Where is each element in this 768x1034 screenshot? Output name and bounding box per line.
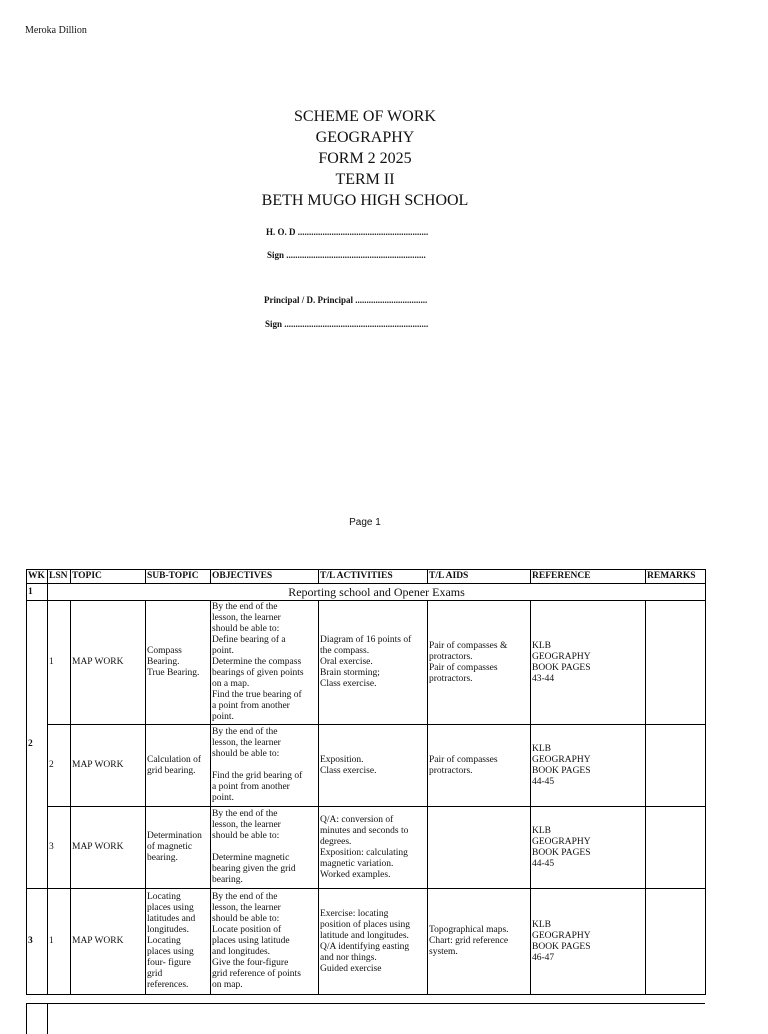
cell-line: references. (147, 980, 189, 990)
topic-cell: MAP WORK (71, 601, 146, 725)
reference-cell (531, 889, 646, 995)
cell-line: longitudes. (147, 925, 189, 935)
lesson-number: 1 (48, 889, 71, 995)
cell-line: GEOGRAPHY (532, 651, 591, 662)
col-wk: WK (27, 570, 48, 584)
lesson-number: 2 (48, 725, 71, 807)
aids-cell (428, 807, 531, 889)
topic-cell: MAP WORK (71, 889, 146, 995)
cell-line: 43-44 (532, 673, 555, 684)
activities-cell (319, 601, 428, 725)
cell-line: KLB (532, 919, 551, 930)
cell-line: protractors. (429, 673, 473, 684)
cell-line: Class exercise. (320, 679, 377, 689)
title-line: GEOGRAPHY (315, 129, 415, 146)
cell-line: Guided exercise (320, 963, 382, 974)
col-lsn: LSN (48, 570, 71, 584)
cell-line: Bearing. (147, 657, 180, 667)
cell-line: KLB (532, 825, 551, 836)
principal-sign-line: Sign ................................................................ (265, 319, 429, 329)
cell-line: of magnetic (147, 842, 193, 852)
cell-line: BOOK PAGES (532, 662, 591, 673)
col-remarks: REMARKS (646, 570, 706, 584)
table-row (27, 725, 706, 807)
table-row (27, 807, 706, 889)
page-number: Page 1 (349, 517, 381, 528)
objectives-cell (211, 807, 319, 889)
cell-line: should be able to: (212, 749, 280, 759)
title-line: BETH MUGO HIGH SCHOOL (261, 192, 469, 209)
cell-line: on a map. (212, 679, 250, 689)
activities-cell (319, 889, 428, 995)
cell-line: grid bearing. (147, 765, 196, 776)
cell-line: grid reference of points (212, 969, 301, 979)
table-row-week-1 (27, 584, 706, 601)
document-title (0, 106, 730, 211)
cell-line: places using latitude (212, 936, 290, 946)
objectives-cell (211, 725, 319, 807)
cell-line: Q/A identifying easting (320, 941, 410, 952)
cell-line: Determination (147, 831, 202, 841)
table-header-row (27, 570, 706, 584)
col-topic: TOPIC (71, 570, 146, 584)
reference-cell (531, 601, 646, 725)
topic-cell: MAP WORK (71, 807, 146, 889)
cell-line: should be able to: (212, 624, 280, 634)
cell-line: GEOGRAPHY (532, 836, 591, 847)
cell-line: magnetic variation. (320, 858, 394, 869)
table-border (47, 1004, 48, 1034)
remarks-cell (646, 807, 706, 889)
remarks-cell (646, 725, 706, 807)
col-activities: T/L ACTIVITIES (319, 570, 428, 584)
cell-line: By the end of the (212, 892, 278, 902)
cell-line: 44-45 (532, 858, 555, 869)
cell-line: and longitudes. (212, 947, 271, 957)
cell-line: By the end of the (212, 727, 278, 737)
table-continuation (26, 1003, 705, 1034)
reference-cell (531, 807, 646, 889)
cell-line: latitudes and (147, 914, 196, 924)
aids-cell (428, 601, 531, 725)
objectives-cell (211, 889, 319, 995)
cell-line: Diagram of 16 points of (320, 635, 412, 645)
cell-line: KLB (532, 640, 551, 651)
lesson-number: 1 (48, 601, 71, 725)
cell-line: GEOGRAPHY (532, 930, 591, 941)
cell-line: point. (212, 793, 234, 803)
cell-line: True Bearing. (147, 668, 200, 678)
principal-line: Principal / D. Principal ................................ (264, 295, 428, 305)
aids-cell (428, 889, 531, 995)
cell-line: bearing given the grid (212, 864, 296, 874)
cell-line: Exposition: calculating (320, 847, 408, 858)
title-line: TERM II (335, 171, 395, 188)
week-number: 2 (27, 601, 48, 889)
cell-line: a point from another (212, 701, 290, 711)
title-line: SCHEME OF WORK (294, 108, 436, 125)
cell-line: lesson, the learner (212, 738, 281, 748)
table-row (27, 601, 706, 725)
cell-line: point. (212, 712, 234, 722)
author-name: Meroka Dillion (25, 25, 87, 36)
cell-line: Locate position of (212, 925, 282, 935)
cell-line: Give the four-figure (212, 958, 289, 968)
cell-line: grid (147, 969, 163, 979)
subtopic-cell (146, 889, 211, 995)
cell-line: Exposition. (320, 754, 364, 765)
cell-line: Pair of compasses (429, 662, 498, 673)
cell-line: Locating (147, 936, 181, 946)
reference-cell (531, 725, 646, 807)
cell-line: GEOGRAPHY (532, 754, 591, 765)
subtopic-cell (146, 601, 211, 725)
cell-line: Determine the compass (212, 657, 302, 667)
cell-line: minutes and seconds to (320, 825, 409, 836)
col-objectives: OBJECTIVES (211, 570, 319, 584)
cell-line: should be able to: (212, 914, 280, 924)
cell-line: Compass (147, 646, 182, 656)
cell-line: system. (429, 947, 458, 957)
cell-line: should be able to: (212, 831, 280, 841)
cell-line: point. (212, 646, 234, 656)
subtopic-cell (146, 725, 211, 807)
objectives-cell (211, 601, 319, 725)
col-aids: T/L AIDS (428, 570, 531, 584)
cell-line: places using (147, 903, 194, 913)
cell-line: on map. (212, 980, 243, 990)
cell-line: bearing. (212, 875, 243, 885)
cell-line: protractors. (429, 651, 473, 662)
week-number: 1 (27, 584, 48, 601)
topic-cell: MAP WORK (71, 725, 146, 807)
cell-line: latitude and longitudes. (320, 930, 409, 941)
hod-line: H. O. D .......................................................... (266, 227, 429, 237)
cell-line: Worked examples. (320, 869, 391, 880)
cell-line: Topographical maps. (429, 925, 509, 935)
cell-line: BOOK PAGES (532, 941, 591, 952)
week-number: 3 (27, 889, 48, 995)
cell-line: KLB (532, 743, 551, 754)
cell-line: the compass. (320, 646, 370, 656)
scheme-table (26, 569, 706, 995)
cell-line: BOOK PAGES (532, 765, 591, 776)
table-border (26, 1004, 27, 1034)
col-subtopic: SUB-TOPIC (146, 570, 211, 584)
cell-line (212, 760, 317, 771)
cell-line (212, 842, 317, 853)
col-reference: REFERENCE (531, 570, 646, 584)
cell-line: Find the true bearing of (212, 690, 302, 700)
table-row (27, 889, 706, 995)
cell-line: Find the grid bearing of (212, 771, 303, 781)
cell-line: Pair of compasses & (429, 640, 508, 651)
activities-cell (319, 725, 428, 807)
remarks-cell (646, 889, 706, 995)
hod-sign-line: Sign .............................................................. (267, 250, 426, 260)
week-1-note: Reporting school and Opener Exams (48, 584, 706, 601)
lesson-number: 3 (48, 807, 71, 889)
cell-line: places using (147, 947, 194, 957)
remarks-cell (646, 601, 706, 725)
cell-line: 46-47 (532, 952, 555, 963)
cell-line: Q/A: conversion of (320, 814, 394, 825)
cell-line: Chart: grid reference (429, 936, 509, 946)
cell-line: four- figure (147, 958, 191, 968)
cell-line: By the end of the (212, 809, 278, 819)
activities-cell (319, 807, 428, 889)
subtopic-cell (146, 807, 211, 889)
cell-line: Brain storming; (320, 668, 380, 678)
cell-line: Locating (147, 892, 181, 902)
cell-line: Exercise: locating (320, 908, 389, 919)
cell-line: degrees. (320, 836, 352, 847)
cell-line: position of places using (320, 919, 410, 930)
cell-line: a point from another (212, 782, 290, 792)
cell-line: BOOK PAGES (532, 847, 591, 858)
cell-line: By the end of the (212, 602, 278, 612)
cell-line: protractors. (429, 765, 473, 776)
cell-line: 44-45 (532, 776, 555, 787)
cell-line: Pair of compasses (429, 754, 498, 765)
cell-line: lesson, the learner (212, 613, 281, 623)
cell-line: Class exercise. (320, 765, 377, 776)
cell-line: Calculation of (147, 754, 202, 765)
cell-line: bearing. (147, 853, 178, 863)
cell-line: and nor things. (320, 952, 377, 963)
cell-line: lesson, the learner (212, 820, 281, 830)
cell-line: Define bearing of a (212, 635, 286, 645)
aids-cell (428, 725, 531, 807)
title-line: FORM 2 2025 (318, 150, 412, 167)
cell-line: bearings of given points (212, 668, 304, 678)
cell-line: Determine magnetic (212, 853, 290, 863)
cell-line: lesson, the learner (212, 903, 281, 913)
cell-line: Oral exercise. (320, 657, 373, 667)
